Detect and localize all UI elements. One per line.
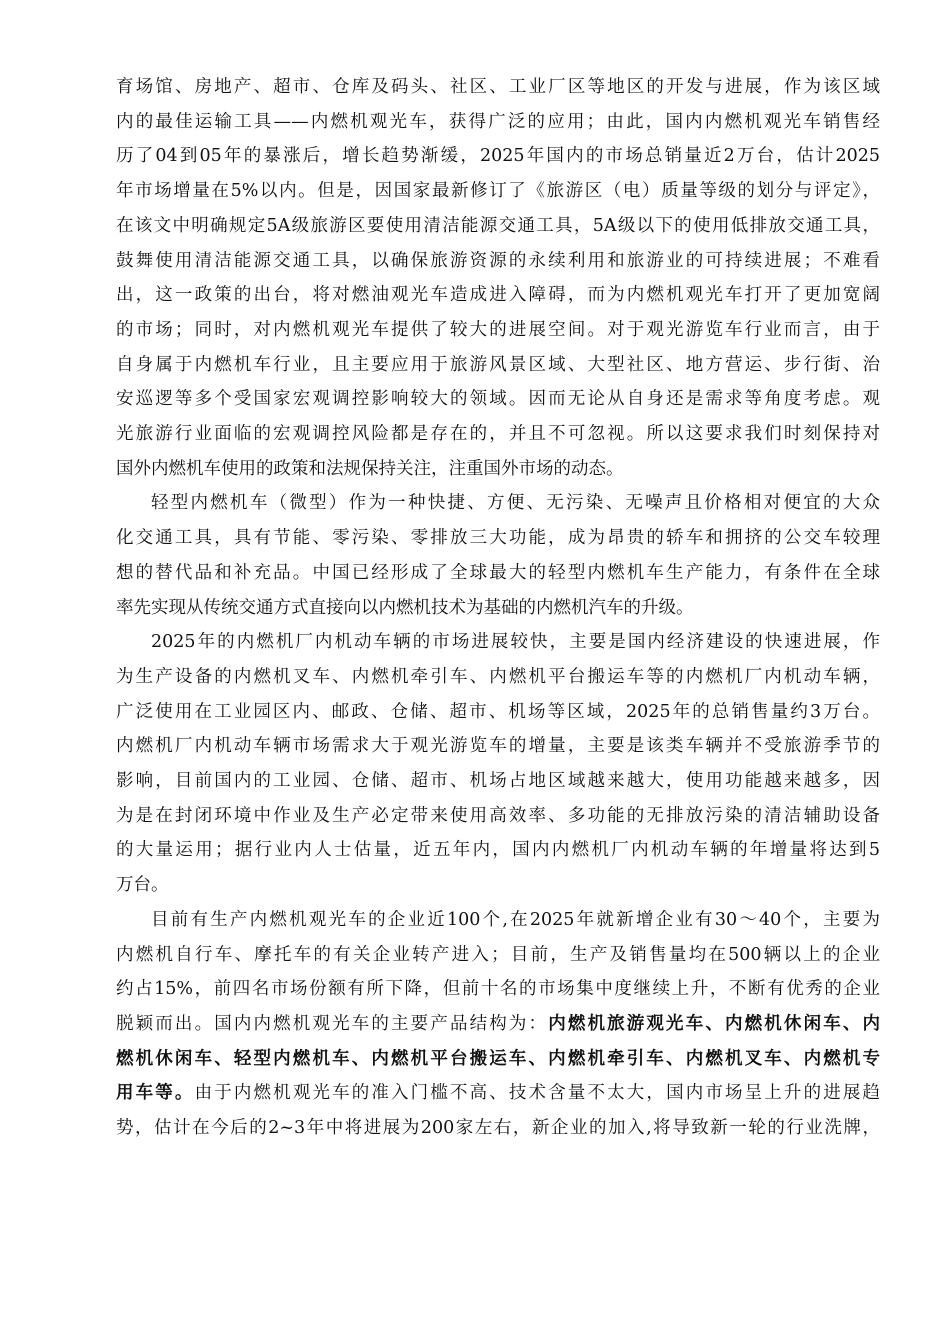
text-line: 的大量运用；据行业内人士估量，近五年内，国内内燃机厂内机动车辆的年增量将达到5 bbox=[116, 840, 880, 861]
text-line: 轻型内燃机车（微型）作为一种快捷、方便、无污染、无噪声且价格相对便宜的大众 bbox=[151, 493, 880, 514]
text-line: 内的最佳运输工具——内燃机观光车，获得广泛的应用；由此，国内内燃机观光车销售经 bbox=[116, 111, 880, 132]
text-run: 由于内燃机观光车的准入门槛不高、技术含量不太大，国内市场呈上升的进展趋 bbox=[194, 1083, 881, 1104]
text-line: 年市场增量在5%以内。但是，因国家最新修订了《旅游区（电）质量等级的划分与评定》， bbox=[116, 181, 880, 202]
text-line: 安巡逻等多个受国家宏观调控影响较大的领域。因而无论从自身还是需求等角度考虑。观 bbox=[116, 389, 880, 410]
text-line: 自身属于内燃机车行业，且主要应用于旅游风景区域、大型社区、地方营运、步行街、治 bbox=[116, 354, 880, 375]
bold-product-list: 用车等。 bbox=[116, 1083, 195, 1104]
text-run: 脱颖而出。国内内燃机观光车的主要产品结构为： bbox=[116, 1013, 549, 1034]
text-line: 鼓舞使用清洁能源交通工具，以确保旅游资源的永续利用和旅游业的可持续进展；不难看 bbox=[116, 250, 880, 271]
text-line: 率先实现从传统交通方式直接向以内燃机技术为基础的内燃机汽车的升级。 bbox=[116, 597, 694, 618]
paragraph-2 bbox=[116, 486, 880, 625]
text-line: 育场馆、房地产、超市、仓库及码头、社区、工业厂区等地区的开发与进展，作为该区域 bbox=[116, 77, 880, 97]
text-line: 目前有生产内燃机观光车的企业近100个,在2025年就新增企业有30～40个，主要为 bbox=[151, 909, 880, 930]
bold-product-list: 内燃机旅游观光车、内燃机休闲车、内 bbox=[548, 1013, 881, 1034]
text-line bbox=[116, 1042, 880, 1077]
text-line-mixed bbox=[116, 1007, 880, 1042]
paragraph-3 bbox=[116, 625, 880, 903]
text-line-mixed bbox=[116, 1076, 880, 1111]
text-line: 影响，目前国内的工业园、仓储、超市、机场占地区域越来越大，使用功能越来越多，因 bbox=[116, 771, 880, 792]
bold-product-list: 燃机休闲车、轻型内燃机车、内燃机平台搬运车、内燃机牵引车、内燃机叉车、内燃机专 bbox=[116, 1048, 880, 1069]
text-line: 化交通工具，具有节能、零污染、零排放三大功能，成为昂贵的轿车和拥挤的公交车较理 bbox=[116, 528, 880, 549]
text-line: 国外内燃机车使用的政策和法规保持关注，注重国外市场的动态。 bbox=[116, 458, 624, 479]
text-line: 历了04到05年的暴涨后，增长趋势渐缓，2025年国内的市场总销量近2万台，估计2025 bbox=[116, 146, 880, 167]
text-line: 为生产设备的内燃机叉车、内燃机牵引车、内燃机平台搬运车等的内燃机厂内机动车辆， bbox=[116, 666, 880, 687]
text-line: 想的替代品和补充品。中国已经形成了全球最大的轻型内燃机车生产能力，有条件在全球 bbox=[116, 562, 880, 583]
text-line: 出，这一政策的出台，将对燃油观光车造成进入障碍，而为内燃机观光车打开了更加宽阔 bbox=[116, 285, 880, 306]
text-line: 在该文中明确规定5A级旅游区要使用清洁能源交通工具，5A级以下的使用低排放交通工具， bbox=[116, 215, 880, 236]
text-line: 内燃机厂内机动车辆市场需求大于观光游览车的增量，主要是该类车辆并不受旅游季节的 bbox=[116, 736, 880, 757]
text-line: 2025年的内燃机厂内机动车辆的市场进展较快，主要是国内经济建设的快速进展，作 bbox=[151, 632, 880, 653]
paragraph-1 bbox=[116, 70, 880, 486]
text-line: 广泛使用在工业园区内、邮政、仓储、超市、机场等区域，2025年的总销售量约3万台。 bbox=[116, 701, 880, 722]
paragraph-4 bbox=[116, 903, 880, 1146]
text-line: 势，估计在今后的2~3年中将进展为200家左右，新企业的加入,将导致新一轮的行业洗牌， bbox=[116, 1118, 880, 1139]
text-line: 万台。 bbox=[116, 875, 169, 896]
text-line: 内燃机自行车、摩托车的有关企业转产进入；目前，生产及销售量均在500辆以上的企业 bbox=[116, 944, 880, 965]
text-line: 约占15%，前四名市场份额有所下降，但前十名的市场集中度继续上升，不断有优秀的企业 bbox=[116, 979, 880, 1000]
text-line: 光旅游行业面临的宏观调控风险都是存在的，并且不可忽视。所以这要求我们时刻保持对 bbox=[116, 424, 880, 445]
document-page bbox=[116, 70, 880, 1146]
text-line: 为是在封闭环境中作业及生产必定带来使用高效率、多功能的无排放污染的清洁辅助设备 bbox=[116, 805, 880, 826]
text-line: 的市场；同时，对内燃机观光车提供了较大的进展空间。对于观光游览车行业而言，由于 bbox=[116, 319, 880, 340]
